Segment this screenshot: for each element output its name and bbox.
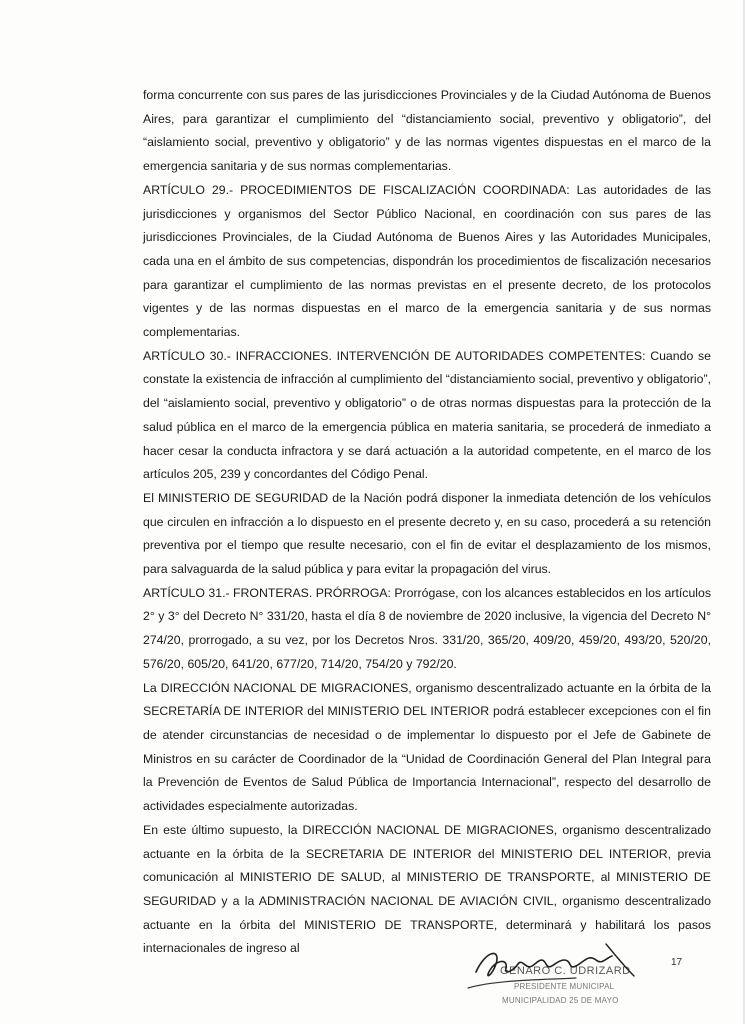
paragraph-supuesto: En este último supuesto, la DIRECCIÓN NACIONAL DE MIGRACIONES, organismo descentralizado actuante en la órbita de la SECRETARIA DE INTERIOR del MINISTERIO DEL INTERIOR, previa comunicación al MINISTERIO DE SALUD, al MINISTERIO DE TRANSPORTE, al MINISTERIO DE SEGURIDAD y a la ADMINISTRACIÓN NACIONAL DE AVIACIÓN CIVIL, organismo descentralizado actuante en la órbita del MINISTERIO DE TRANSPORTE, determinará y habilitará los pasos internacionales de ingreso al [143, 822, 711, 956]
paragraph-migraciones: La DIRECCIÓN NACIONAL DE MIGRACIONES, organismo descentralizado actuante en la órbita de la SECRETARÍA DE INTERIOR del MINISTERIO DEL INTERIOR podrá establecer excepciones con el fin de atender circunstancias de necesidad o de implementar lo dispuesto por el Jefe de Gabinete de Ministros en su carácter de Coordinador de la “Unidad de Coordinación General del Plan Integral para la Prevención de Eventos de Salud Pública de Importancia Internacional”, respecto del desarrollo de actividades especialmente autorizadas. [143, 680, 711, 814]
paragraph-articulo-31: ARTÍCULO 31.- FRONTERAS. PRÓRROGA: Prorrógase, con los alcances establecidos en los artículos 2° y 3° del Decreto N° 331/20, hasta el día 8 de noviembre de 2020 inclusive, la vigencia del Decreto N° 274/20, prorrogado, a su vez, por los Decretos Nros. 331/20, 365/20, 409/20, 459/20, 493/20, 520/20, 576/20, 605/20, 641/20, 677/20, 714/20, 754/20 y 792/20. [143, 585, 711, 671]
page-number: 17 [671, 957, 683, 968]
paragraph-seguridad: El MINISTERIO DE SEGURIDAD de la Nación podrá disponer la inmediata detención de los vehículos que circulen en infracción a lo dispuesto en el presente decreto y, en su caso, procederá a su retención preventiva por el tiempo que resulte necesario, con el fin de evitar el desplazamiento de los mismos, para salvaguarda de la salud pública y para evitar la propagación del virus. [143, 490, 711, 577]
paragraph-articulo-29: ARTÍCULO 29.- PROCEDIMIENTOS DE FISCALIZACIÓN COORDINADA: Las autoridades de las jurisdicciones y organismos del Sector Público Nacional, en coordinación con sus pares de las jurisdicciones Provinciales, de la Ciudad Autónoma de Buenos Aires y las Autoridades Municipales, cada una en el ámbito de sus competencias, dispondrán los procedimientos de fiscalización necesarios para garantizar el cumplimiento de las normas previstas en el presente decreto, de los protocolos vigentes y de las normas dispuestas en el marco de la emergencia sanitaria y de sus normas complementarias. [143, 182, 711, 340]
stamp-title: PRESIDENTE MUNICIPAL [514, 982, 615, 991]
handwritten-signature [456, 930, 656, 1000]
paragraph-1: forma concurrente con sus pares de las jurisdicciones Provinciales y de la Ciudad Autónoma de Buenos Aires, para garantizar el cumplimiento del “distanciamiento social, preventivo y obligatorio”, del “aislamiento social, preventivo y obligatorio” y de las normas vigentes dispuestas en el marco de la emergencia sanitaria y de sus normas complementarias. [143, 88, 711, 174]
paragraph-articulo-30: ARTÍCULO 30.- INFRACCIONES. INTERVENCIÓN DE AUTORIDADES COMPETENTES: Cuando se constate la existencia de infracción al cumplimiento del “distanciamiento social, preventivo y obligatorio”, del “aislamiento social, preventivo y obligatorio” o de otras normas dispuestas para la protección de la salud pública en el marco de la emergencia pública en materia sanitaria, se procederá de inmediato a hacer cesar la conducta infractora y se dará actuación a la autoridad competente, en el marco de los artículos 205, 239 y concordantes del Código Penal. [143, 348, 711, 482]
body-text [143, 84, 711, 961]
stamp-org: MUNICIPALIDAD 25 DE MAYO [502, 996, 619, 1005]
stamp-name: GENARO C. UDRIZARD [500, 965, 631, 977]
